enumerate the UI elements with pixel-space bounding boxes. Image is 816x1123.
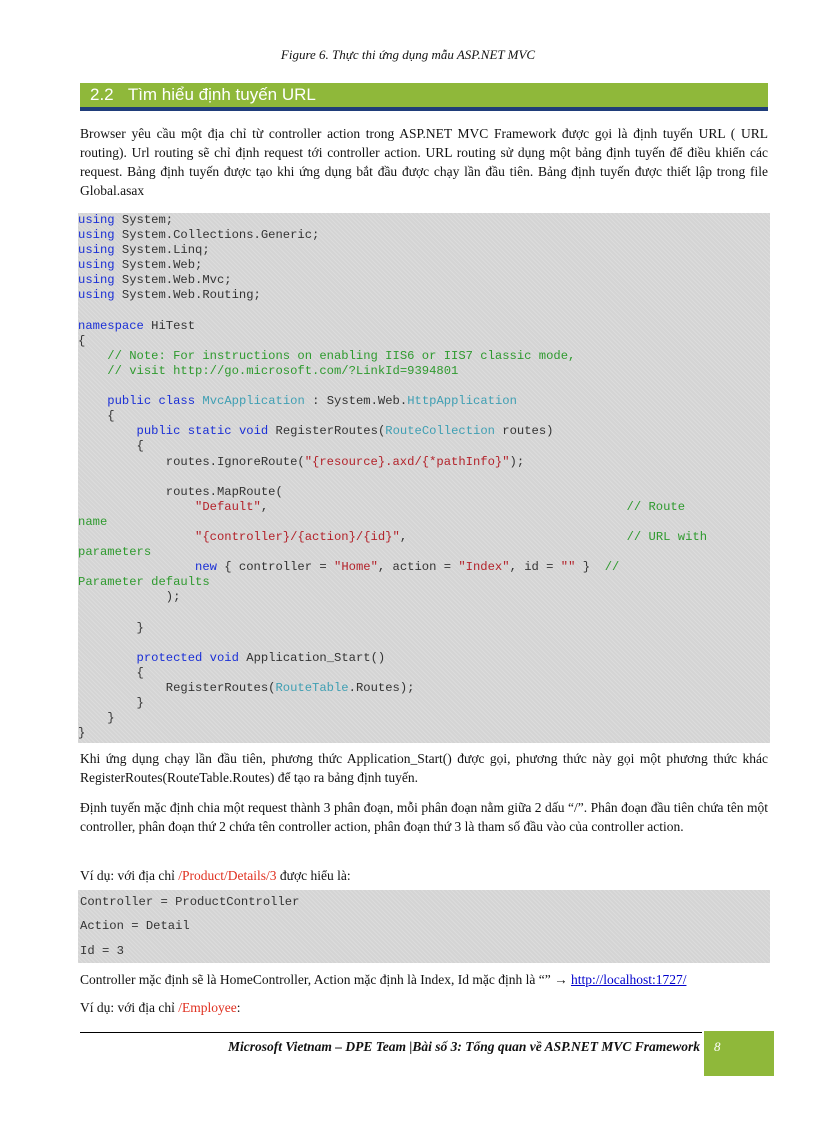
output-line: Controller = ProductController (80, 895, 300, 909)
code-text: : System.Web. (304, 394, 408, 409)
code-keyword: using (78, 258, 115, 273)
code-text: { controller = (216, 560, 335, 575)
output-line: Action = Detail (80, 919, 190, 934)
code-keyword: using (78, 243, 115, 258)
code-block: using System; using System.Collections.Generic; using System.Linq; using System.Web; using System.Web.Mvc; using System.Web.Routing; namespace HiTest { // Note: For instructions on enabling IIS6 or IIS7 classic mode, // visit http://go.microsoft.com/?LinkId=9394801 public class MvcApplication : System.Web.HttpApplication { public static void RegisterRoutes(RouteCollection routes) { routes.IgnoreRoute("{resource}.axd/{*pathInfo}"); routes.MapRoute( "Default", // Route name "{controller}/{action}/{id}", // URL with parameters new { controller = "Home", action = "Index", id = "" } // Parameter defaults ); } protected void Application_Start() { RegisterRoutes(RouteTable.Routes); } } } (78, 213, 770, 743)
code-keyword: using (78, 228, 115, 243)
page-number: 8 (714, 1039, 721, 1054)
output-line: Id = 3 (80, 943, 124, 958)
code-text: , action = (377, 560, 459, 575)
code-text: Application_Start() (246, 650, 386, 665)
code-text: System.Web.Mvc; (121, 273, 232, 288)
code-string: "Default" (195, 499, 261, 514)
example-paragraph-1 (80, 866, 768, 885)
section-number: 2.2 (90, 85, 114, 104)
code-text: routes.MapRoute( (165, 484, 283, 499)
code-text: ); (509, 454, 525, 469)
code-comment: // Route (626, 499, 686, 514)
code-keyword: protected (136, 650, 203, 665)
code-string: "Home" (334, 560, 378, 575)
example-url: /Employee (178, 1000, 237, 1015)
code-text: routes.IgnoreRoute( (165, 454, 305, 469)
code-comment: parameters (78, 545, 152, 560)
page-number-box (704, 1031, 774, 1076)
code-keyword: public (136, 424, 181, 439)
section-title-text: Tìm hiểu định tuyến URL (127, 85, 316, 104)
code-string: "Index" (458, 560, 510, 575)
code-keyword: using (78, 273, 115, 288)
code-keyword: class (158, 394, 196, 409)
intro-paragraph: Browser yêu cầu một địa chỉ từ controller action trong ASP.NET MVC Framework được gọi là định tuyến URL ( URL routing). Url routing sẽ chỉ định request tới controller action. URL routing sử dụng một bảng định tuyến để điều khiển các request. Bảng định tuyến được tạo khi ứng dụng bắt đầu được chạy lần đầu tiên. Bảng định tuyến được thiết lập trong file Global.asax (80, 126, 768, 198)
code-keyword: using (78, 213, 115, 227)
code-comment: // URL with (626, 529, 708, 544)
code-text: } (575, 560, 591, 575)
code-keyword: public (107, 394, 152, 409)
footer-text: Microsoft Vietnam – DPE Team |Bài số 3: Tổng quan về ASP.NET MVC Framework (227, 1039, 700, 1054)
example-prefix: Ví dụ: với địa chỉ (80, 868, 179, 883)
code-type: HttpApplication (407, 394, 517, 409)
code-text: System; (121, 213, 174, 227)
code-text: RegisterRoutes( (275, 424, 386, 439)
code-text: System.Web; (121, 258, 203, 273)
figure-caption: Figure 6. Thực thi ứng dụng mẫu ASP.NET MVC (280, 47, 536, 62)
default-text: Controller mặc định sẽ là HomeController, Action mặc định là Index, Id mặc định là “” → (80, 972, 571, 987)
code-comment: // Note: For instructions on enabling IIS6 or IIS7 classic mode, (107, 348, 576, 363)
code-keyword: namespace (78, 318, 144, 333)
default-controller-paragraph (80, 970, 768, 989)
localhost-link[interactable]: http://localhost:1727/ (570, 972, 687, 987)
code-comment: name (78, 514, 108, 529)
footer-divider (80, 1032, 702, 1033)
code-text: System.Web.Routing; (121, 288, 261, 303)
code-string: "" (560, 560, 576, 575)
code-keyword: static (187, 424, 232, 439)
code-string: "{controller}/{action}/{id}" (195, 529, 400, 544)
example-prefix: Ví dụ: với địa chỉ (80, 1000, 179, 1015)
section-heading (80, 83, 768, 111)
code-string: "{resource}.axd/{*pathInfo}" (304, 454, 510, 469)
example-suffix: được hiểu là: (276, 868, 351, 883)
code-keyword: void (209, 650, 239, 665)
code-text: HiTest (151, 318, 196, 333)
paragraph-app-start: Khi ứng dụng chạy lần đầu tiên, phương thức Application_Start() được gọi, phương thức này gọi một phương thức khác RegisterRoutes(RouteTable.Routes) để tạo ra bảng định tuyến. (80, 751, 768, 785)
code-keyword: void (238, 424, 269, 439)
example-url: /Product/Details/3 (178, 868, 277, 883)
output-block (78, 890, 770, 963)
example-paragraph-2 (80, 998, 768, 1017)
code-text: ); (165, 590, 181, 605)
example-suffix: : (236, 1000, 241, 1015)
code-comment: // visit http://go.microsoft.com/?LinkId=9394801 (107, 363, 459, 378)
code-comment: // (604, 560, 620, 575)
code-type: RouteCollection (385, 424, 495, 439)
code-keyword: new (195, 560, 217, 575)
code-text: .Routes); (348, 680, 415, 695)
code-text: System.Linq; (121, 243, 210, 258)
code-type: MvcApplication (202, 394, 305, 409)
code-text: System.Collections.Generic; (121, 228, 320, 243)
code-text: , id = (509, 560, 561, 575)
code-keyword: using (78, 288, 115, 303)
code-comment: Parameter defaults (78, 575, 210, 590)
section-title (90, 85, 316, 105)
paragraph-default-routing: Định tuyến mặc định chia một request thành 3 phân đoạn, mỗi phân đoạn nằm giữa 2 dấu “/”. Phân đoạn đầu tiên chứa tên một controller, phân đoạn thứ 2 chứa tên controller action, phân đoạn thứ 3 là tham số đầu vào của controller action. (80, 800, 768, 834)
code-type: RouteTable (275, 680, 349, 695)
code-text: routes) (494, 424, 554, 439)
code-text: RegisterRoutes( (165, 680, 276, 695)
